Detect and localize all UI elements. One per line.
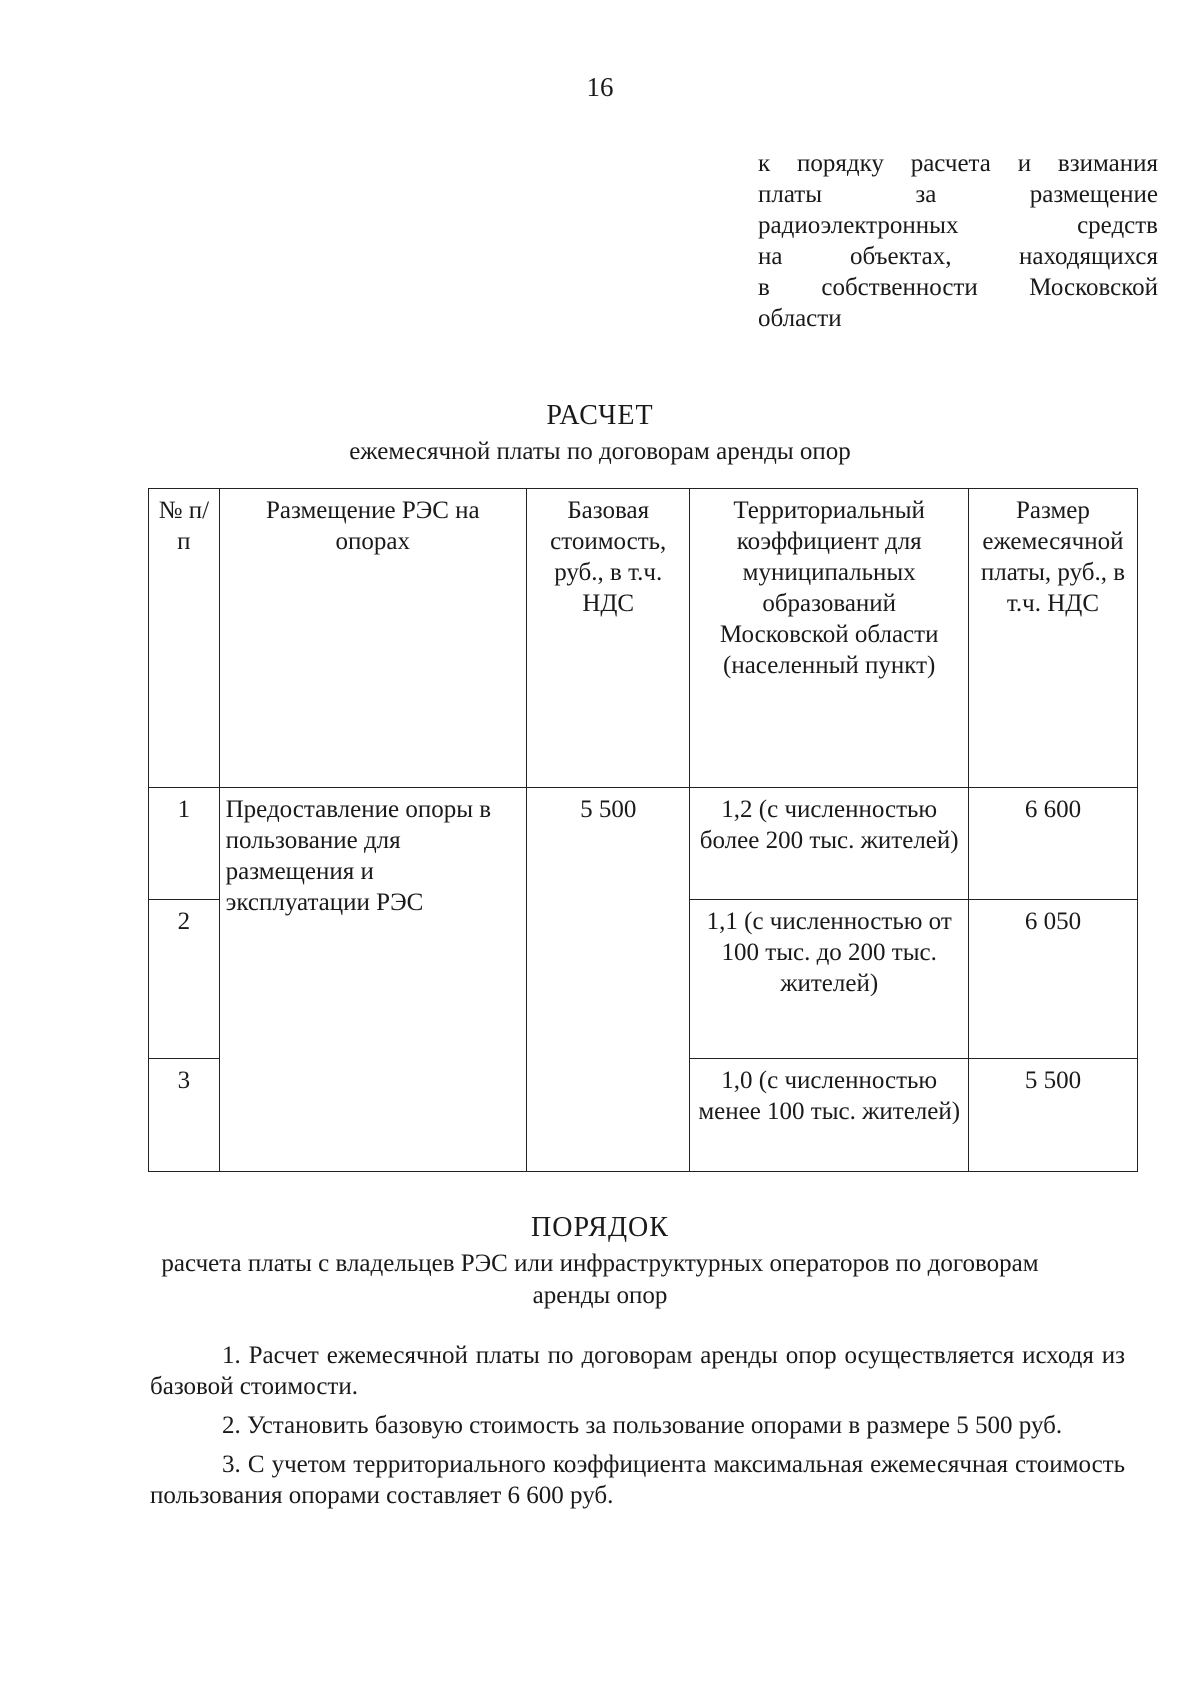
appendix-note-line: области bbox=[758, 305, 842, 332]
header-fee: Размер ежемесячной платы, руб., в т.ч. НДС bbox=[968, 489, 1137, 788]
fee-table bbox=[148, 488, 1138, 1172]
fee-cell: 5 500 bbox=[968, 1059, 1137, 1172]
order-title: ПОРЯДОК bbox=[531, 1212, 669, 1243]
calc-title: РАСЧЕТ bbox=[546, 400, 654, 431]
row-num: 3 bbox=[149, 1059, 220, 1172]
paragraph: 1. Расчет ежемесячной платы по договорам аренды опор осуществляется исходя из базовой стоимости. bbox=[150, 1342, 1125, 1400]
table-header-row bbox=[149, 489, 1138, 788]
base-value-cell: 5 500 bbox=[526, 787, 690, 1171]
table-row bbox=[149, 787, 1138, 900]
placement-cell: Предоставление опоры в пользование для размещения и эксплуатации РЭС bbox=[219, 787, 526, 1171]
coef-cell: 1,1 (с численностью от 100 тыс. до 200 тыс. жителей) bbox=[690, 900, 968, 1059]
fee-cell: 6 600 bbox=[968, 787, 1137, 900]
row-num: 2 bbox=[149, 900, 220, 1059]
page-number: 16 bbox=[586, 72, 614, 102]
appendix-note-line: радиоэлектронных средств bbox=[758, 212, 1158, 239]
paragraph: 3. С учетом территориального коэффициента максимальная ежемесячная стоимость пользования опорами составляет 6 600 руб. bbox=[150, 1451, 1125, 1509]
calc-heading bbox=[0, 400, 1200, 466]
appendix-note-line: в собственности Московской bbox=[758, 274, 1158, 301]
order-heading bbox=[0, 1212, 1200, 1312]
header-placement: Размещение РЭС на опорах bbox=[219, 489, 526, 788]
header-num: № п/п bbox=[149, 489, 220, 788]
fee-cell: 6 050 bbox=[968, 900, 1137, 1059]
coef-cell: 1,0 (с численностью менее 100 тыс. жителей) bbox=[690, 1059, 968, 1172]
appendix-note-line: к порядку расчета и взимания bbox=[758, 150, 1158, 177]
order-paragraphs bbox=[150, 1340, 1125, 1519]
row-num: 1 bbox=[149, 787, 220, 900]
coef-cell: 1,2 (с численностью более 200 тыс. жителей) bbox=[690, 787, 968, 900]
calc-subtitle: ежемесячной платы по договорам аренды опор bbox=[349, 438, 851, 465]
appendix-note bbox=[758, 148, 1158, 334]
appendix-note-line: платы за размещение bbox=[758, 181, 1158, 208]
paragraph: 2. Установить базовую стоимость за пользование опорами в размере 5 500 руб. bbox=[222, 1412, 1063, 1439]
order-subtitle: расчета платы с владельцев РЭС или инфраструктурных операторов по договорам аренды опор bbox=[161, 1250, 1039, 1309]
header-base: Базовая стоимость, руб., в т.ч. НДС bbox=[526, 489, 690, 788]
appendix-note-line: на объектах, находящихся bbox=[758, 243, 1158, 270]
header-coef: Территориальный коэффициент для муниципальных образований Московской области (населенный пункт) bbox=[690, 489, 968, 788]
